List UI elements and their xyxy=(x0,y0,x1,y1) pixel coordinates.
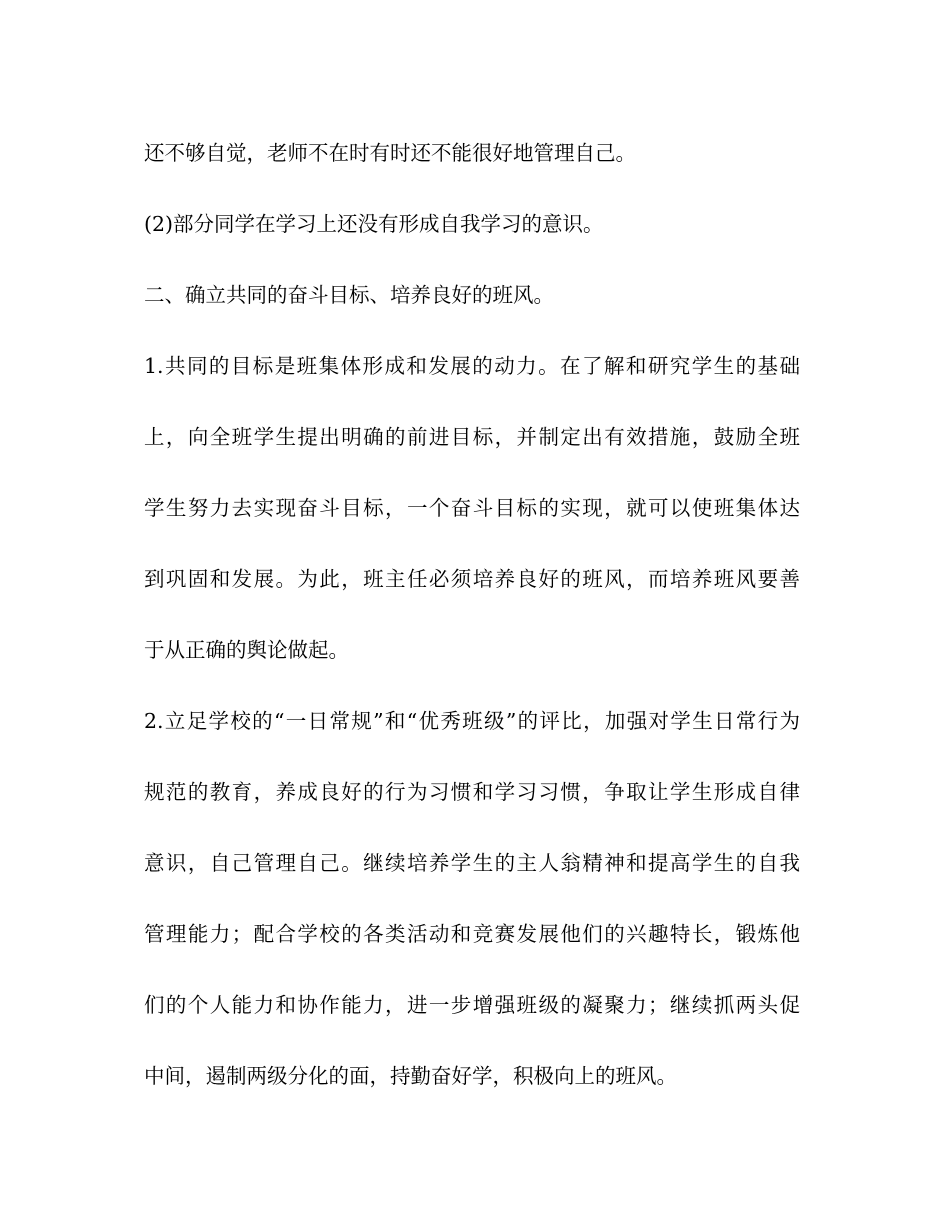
text-line: 规范的教育，养成良好的行为习惯和学习习惯，争取让学生形成自律 xyxy=(144,780,800,804)
text-line: 2.立足学校的“一日常规”和“优秀班级”的评比，加强对学生日常行为 xyxy=(144,709,800,733)
document-body xyxy=(144,118,800,1112)
text-line: 1.共同的目标是班集体形成和发展的动力。在了解和研究学生的基础 xyxy=(144,354,800,378)
text-line: 于从正确的舆论做起。 xyxy=(144,638,349,662)
text-line: 中间，遏制两级分化的面，持勤奋好学，积极向上的班风。 xyxy=(144,1064,677,1088)
text-line: 管理能力；配合学校的各类活动和竞赛发展他们的兴趣特长，锻炼他 xyxy=(144,922,800,946)
text-line: 还不够自觉，老师不在时有时还不能很好地管理自己。 xyxy=(144,141,636,165)
text-line: 学生努力去实现奋斗目标，一个奋斗目标的实现，就可以使班集体达 xyxy=(144,496,800,520)
text-line: 上，向全班学生提出明确的前进目标，并制定出有效措施，鼓励全班 xyxy=(144,425,800,449)
section-heading: 二、确立共同的奋斗目标、培养良好的班风。 xyxy=(144,283,554,307)
text-line: 们的个人能力和协作能力，进一步增强班级的凝聚力；继续抓两头促 xyxy=(144,993,800,1017)
text-line: (2)部分同学在学习上还没有形成自我学习的意识。 xyxy=(144,212,604,236)
text-line: 到巩固和发展。为此，班主任必须培养良好的班风，而培养班风要善 xyxy=(144,567,800,591)
text-line: 意识，自己管理自己。继续培养学生的主人翁精神和提高学生的自我 xyxy=(144,851,800,875)
